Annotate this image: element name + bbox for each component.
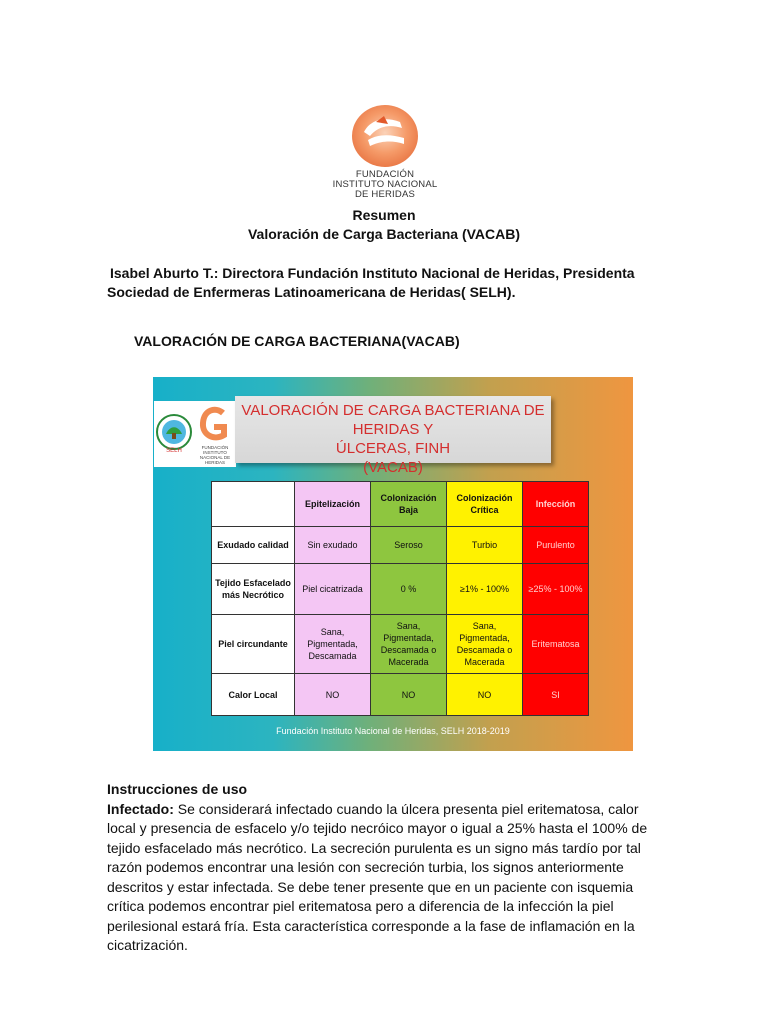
table-cell: Piel cicatrizada — [295, 564, 371, 615]
instructions-section — [107, 780, 667, 956]
table-header-epitelizacion: Epitelización — [295, 482, 371, 527]
logo-text-line1: FUNDACIÓN — [355, 169, 415, 180]
instructions-paragraph — [107, 800, 667, 956]
table-cell: ≥25% - 100% — [523, 564, 589, 615]
table-cell: ≥1% - 100% — [447, 564, 523, 615]
table-row — [212, 527, 589, 564]
infectado-term: Infectado: — [107, 800, 174, 817]
table-row — [212, 615, 589, 674]
banner-title — [235, 396, 551, 476]
table-header-colonizacion-baja: Colonización Baja — [371, 482, 447, 527]
banner-title-line1: VALORACIÓN DE CARGA BACTERIANA DE HERIDAS Y — [241, 402, 545, 438]
logo-text-line3: DE HERIDAS — [354, 189, 416, 200]
table-cell: Seroso — [371, 527, 447, 564]
author-line-1: Isabel Aburto T.: Directora Fundación Instituto Nacional de Heridas, Presidenta — [110, 265, 635, 281]
finh-emblem-icon — [350, 104, 420, 168]
table-cell: Sana, Pigmentada, Descamada o Macerada — [447, 615, 523, 674]
banner-footer: Fundación Instituto Nacional de Heridas, SELH 2018-2019 — [276, 726, 510, 736]
table-cell: NO — [371, 674, 447, 716]
table-cell: Sana, Pigmentada, Descamada o Macerada — [371, 615, 447, 674]
table-header-empty — [212, 482, 295, 527]
finh-small-logo-icon — [198, 405, 232, 445]
author-line-2: Sociedad de Enfermeras Latinoamericana de Heridas( SELH). — [107, 284, 516, 300]
banner-title-line3: (VACAB) — [363, 459, 423, 476]
resumen-heading: Resumen — [352, 207, 416, 223]
infectado-definition: Se considerará infectado cuando la úlcera presenta piel eritematosa, calor local y presencia de esfacelo y/o tejido necróico mayor o igual a 25% hasta el 100% de tejido esfacelado más necrótico. La secreción purulenta es un signo más tardío por tal razón podemos encontrar una lesión con secreción turbia, los signos anteriormente descritos y estar infectada. Se debe tener presente que en un paciente con isquemia crítica podemos encontrar piel eritematosa pero a diferencia de la infección la piel perilesional estará fría. Esta característica corresponde a la fase de inflamación en la cicatrización. — [107, 800, 648, 953]
section-heading: VALORACIÓN DE CARGA BACTERIANA(VACAB) — [134, 333, 460, 349]
banner-logos — [154, 401, 236, 467]
document-title: Valoración de Carga Bacteriana (VACAB) — [247, 226, 521, 242]
table-cell: NO — [295, 674, 371, 716]
finh-small-text: FUNDACIÓN INSTITUTO NACIONAL DE HERIDAS — [199, 445, 231, 465]
table-row-label: Calor Local — [212, 674, 295, 716]
table-cell: Turbio — [447, 527, 523, 564]
table-row — [212, 564, 589, 615]
table-row-label: Tejido Esfacelado más Necrótico — [212, 564, 295, 615]
table-cell: Eritematosa — [523, 615, 589, 674]
svg-text:SELH: SELH — [166, 448, 182, 454]
table-cell: NO — [447, 674, 523, 716]
table-row — [212, 674, 589, 716]
instructions-heading: Instrucciones de uso — [107, 781, 248, 797]
logo-text-line2: INSTITUTO NACIONAL — [332, 179, 438, 190]
fundacion-logo — [330, 104, 440, 204]
vacab-table — [211, 481, 589, 716]
table-row-label: Exudado calidad — [212, 527, 295, 564]
table-cell: SI — [523, 674, 589, 716]
table-header-row — [212, 482, 589, 527]
vacab-banner — [153, 377, 633, 751]
table-row-label: Piel circundante — [212, 615, 295, 674]
table-cell: Sin exudado — [295, 527, 371, 564]
table-header-colonizacion-critica: Colonización Crítica — [447, 482, 523, 527]
table-header-infeccion: Infección — [523, 482, 589, 527]
table-cell: Sana, Pigmentada, Descamada — [295, 615, 371, 674]
table-cell: Purulento — [523, 527, 589, 564]
table-cell: 0 % — [371, 564, 447, 615]
banner-title-line2: ÚLCERAS, FINH — [335, 440, 451, 457]
